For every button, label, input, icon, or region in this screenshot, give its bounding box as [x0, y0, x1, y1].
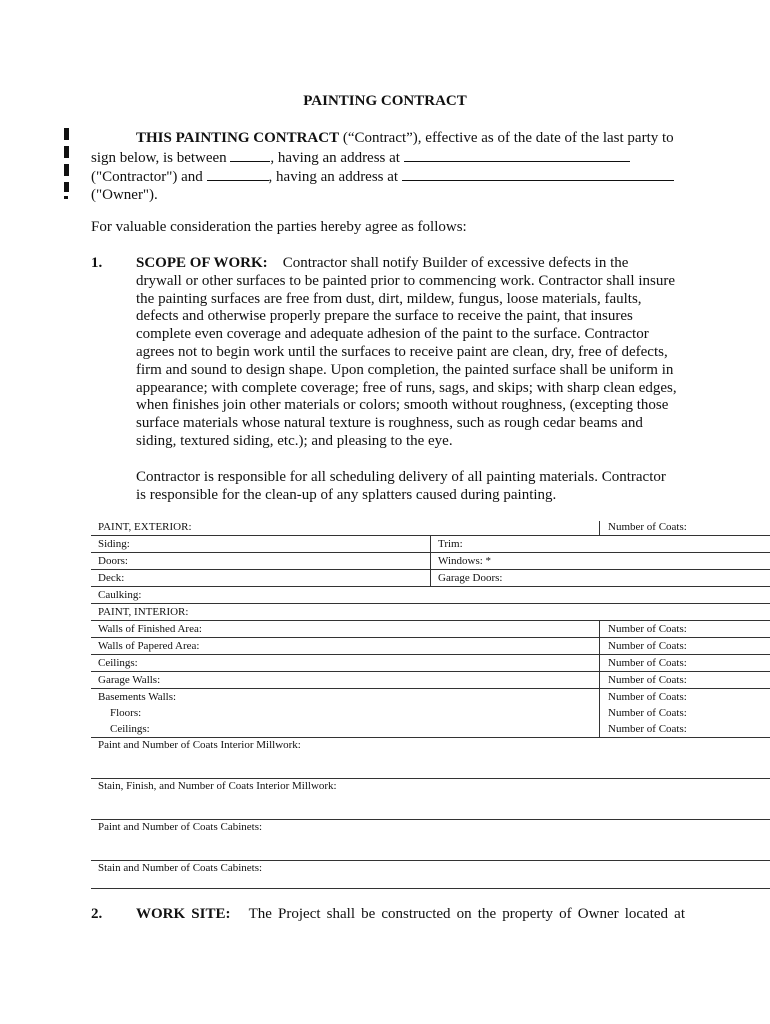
revision-bar	[64, 182, 69, 192]
intro-paragraph	[91, 130, 691, 204]
cabinets-paint-label[interactable]: Paint and Number of Coats Cabinets:	[98, 821, 263, 833]
section-2-number: 2.	[91, 906, 103, 922]
ceilings-sub-label[interactable]: Ceilings:	[110, 723, 150, 735]
table-row	[91, 705, 770, 721]
section-1-line: defects and otherwise properly prepare the surface to receive the paint, that insures	[136, 308, 633, 325]
column-divider	[599, 521, 600, 535]
column-divider	[599, 621, 600, 637]
table-row	[91, 553, 770, 570]
table-row	[91, 721, 770, 738]
cabinets-stain-label[interactable]: Stain and Number of Coats Cabinets:	[98, 862, 263, 874]
table-row	[91, 655, 770, 672]
section-1-line: surface materials whose natural texture is roughness, such as rough cedar beams and	[136, 415, 643, 432]
revision-bar	[64, 146, 69, 158]
trim-label[interactable]: Trim:	[438, 538, 463, 550]
number-of-coats-label[interactable]: Number of Coats:	[608, 691, 687, 703]
table-row	[91, 638, 770, 655]
walls-finished-label[interactable]: Walls of Finished Area:	[98, 623, 202, 635]
table-row	[91, 604, 770, 621]
interior-millwork-paint-label[interactable]: Paint and Number of Coats Interior Millwork:	[98, 739, 301, 751]
revision-bar	[64, 196, 68, 199]
consideration-text: For valuable consideration the parties hereby agree as follows:	[91, 219, 467, 235]
intro-line4: ("Owner").	[91, 186, 158, 203]
doors-label[interactable]: Doors:	[98, 555, 128, 567]
document-title: PAINTING CONTRACT	[303, 93, 467, 109]
intro-line1: (“Contract”), effective as of the date of the last party to	[339, 130, 674, 146]
basements-walls-label[interactable]: Basements Walls:	[98, 691, 177, 703]
paint-interior-label: PAINT, INTERIOR:	[98, 606, 189, 618]
address-blank[interactable]	[404, 148, 630, 162]
number-of-coats-label[interactable]: Number of Coats:	[608, 707, 687, 719]
table-row	[91, 621, 770, 638]
column-divider	[599, 705, 600, 721]
revision-bar	[64, 128, 69, 140]
table-row	[91, 519, 770, 536]
column-divider	[599, 672, 600, 688]
floors-label[interactable]: Floors:	[110, 707, 142, 719]
section-1-line: complete even coverage and adequate adhesion of the paint to the surface. Contractor	[136, 326, 649, 343]
caulking-label[interactable]: Caulking:	[98, 589, 142, 601]
number-of-coats-label[interactable]: Number of Coats:	[608, 674, 687, 686]
ceilings-label[interactable]: Ceilings:	[98, 657, 138, 669]
party-name-blank[interactable]	[207, 167, 269, 181]
number-of-coats-label[interactable]: Number of Coats:	[608, 623, 687, 635]
section-2-line	[136, 906, 685, 923]
table-row	[91, 861, 770, 901]
column-divider	[430, 536, 431, 552]
column-divider	[430, 553, 431, 569]
table-row	[91, 587, 770, 604]
section-1-line: firm and sound to design shape. Upon completion, the painted surface shall be uniform in	[136, 361, 674, 378]
walls-papered-label[interactable]: Walls of Papered Area:	[98, 640, 200, 652]
intro-line3-a: ("Contractor") and	[91, 169, 203, 185]
column-divider	[599, 689, 600, 705]
intro-line2-a: sign below, is between	[91, 149, 227, 166]
section-1-line: the painting surfaces are free from dust, dirt, mildew, fungus, loose materials, faults,	[136, 290, 642, 307]
deck-label[interactable]: Deck:	[98, 572, 125, 584]
number-of-coats-label[interactable]: Number of Coats:	[608, 521, 687, 533]
number-of-coats-label[interactable]: Number of Coats:	[608, 723, 687, 735]
table-row	[91, 820, 770, 861]
windows-label[interactable]: Windows: *	[438, 555, 492, 567]
section-1-line: siding, textured siding, etc.); and pleasing to the eye.	[136, 432, 453, 449]
intro-line3-b: , having an address at	[268, 169, 399, 185]
revision-bar	[64, 164, 69, 176]
section-1-paragraph-2	[136, 469, 685, 505]
table-row	[91, 570, 770, 587]
table-row	[91, 779, 770, 820]
section-1-line: agrees not to begin work until the surfaces to receive paint are clean, dry, free of defects,	[136, 343, 668, 360]
table-row	[91, 738, 770, 779]
section-1-p2-line: is responsible for the clean-up of any splatters caused during painting.	[136, 486, 557, 503]
paint-exterior-label: PAINT, EXTERIOR:	[98, 521, 192, 533]
garage-doors-label[interactable]: Garage Doors:	[438, 572, 503, 584]
interior-millwork-stain-label[interactable]: Stain, Finish, and Number of Coats Interior Millwork:	[98, 780, 337, 792]
siding-label[interactable]: Siding:	[98, 538, 130, 550]
column-divider	[599, 638, 600, 654]
intro-line2-b: , having an address at	[270, 149, 400, 166]
section-1-line: Contractor shall notify Builder of excessive defects in the	[282, 255, 629, 271]
section-1-p2-line: Contractor is responsible for all scheduling delivery of all painting materials. Contractor	[136, 469, 666, 485]
column-divider	[599, 655, 600, 671]
section-1-line: appearance; with complete coverage; free of runs, sags, and skips; with sharp clean edges,	[136, 379, 677, 396]
section-1-number: 1.	[91, 255, 103, 271]
column-divider	[430, 570, 431, 586]
section-2-text: The Project shall be constructed on the property of Owner located at	[248, 906, 685, 922]
section-1-body	[136, 255, 685, 451]
address-blank[interactable]	[402, 167, 674, 181]
number-of-coats-label[interactable]: Number of Coats:	[608, 657, 687, 669]
table-row	[91, 536, 770, 553]
section-1-line: drywall or other surfaces to be painted prior to commencing work. Contractor shall insure	[136, 272, 676, 289]
garage-walls-label[interactable]: Garage Walls:	[98, 674, 161, 686]
section-1-line: when finishes join other materials or colors; smooth without roughness, (excepting those	[136, 397, 669, 414]
intro-lead: THIS PAINTING CONTRACT	[136, 130, 340, 146]
table-row	[91, 689, 770, 705]
section-1-heading: SCOPE OF WORK:	[136, 255, 268, 271]
paint-spec-table	[91, 519, 770, 901]
table-bottom-rule	[91, 888, 770, 889]
table-row	[91, 672, 770, 689]
party-name-blank[interactable]	[230, 148, 270, 162]
section-2-heading: WORK SITE:	[136, 906, 231, 922]
column-divider	[599, 721, 600, 737]
number-of-coats-label[interactable]: Number of Coats:	[608, 640, 687, 652]
